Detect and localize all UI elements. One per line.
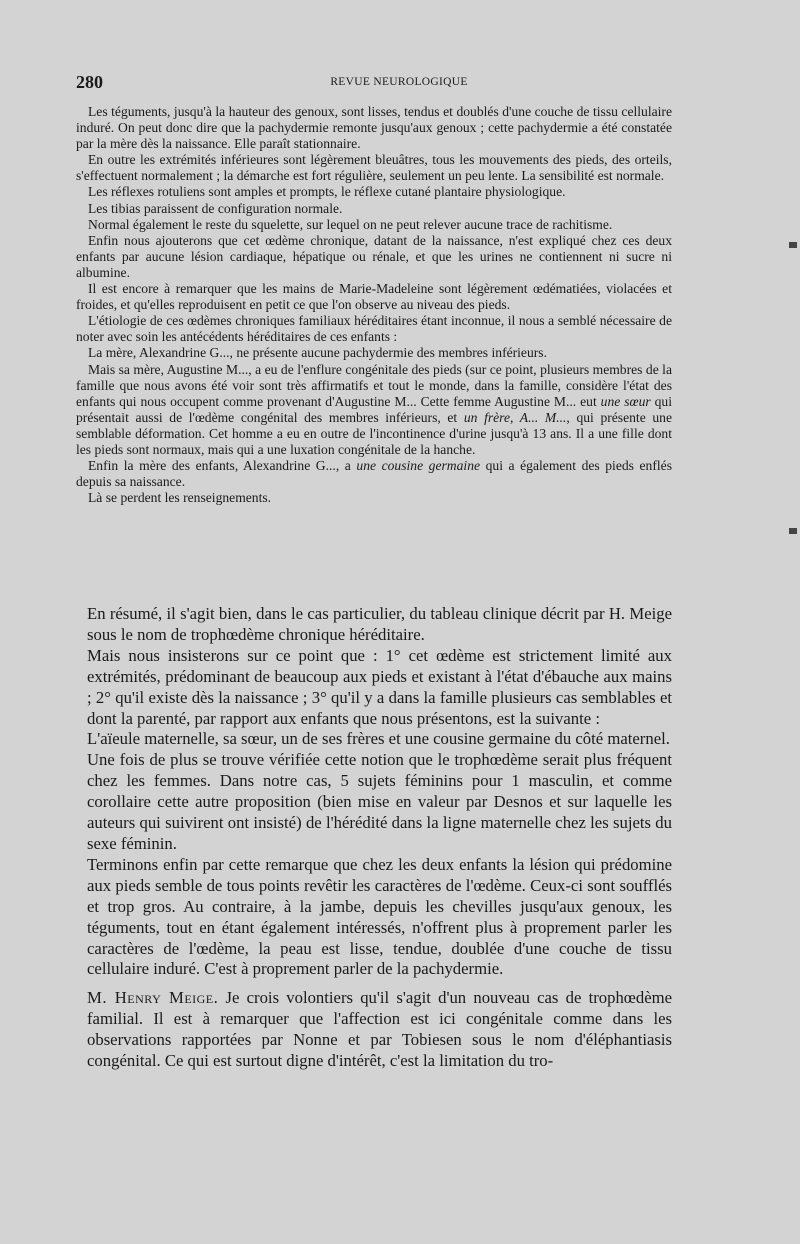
margin-mark xyxy=(789,242,797,248)
case-observation-block xyxy=(76,104,672,506)
paragraph: Normal également le reste du squelette, sur lequel on ne peut relever aucune trace de rachitisme. xyxy=(88,216,613,232)
paragraph: Là se perdent les renseignements. xyxy=(88,490,272,506)
paragraph: En outre les extrémités inférieures sont légèrement bleuâtres, tous les mouvements des pieds, des orteils, s'effectuent normalement ; la démarche est fort régulière, seulement un peu lente. La sensibilité est normale. xyxy=(76,152,672,184)
paragraph: En résumé, il s'agit bien, dans le cas particulier, du tableau clinique décrit par H. Meige sous le nom de trophœdème chronique héréditaire. xyxy=(87,604,672,644)
text-run: , qui présente une semblable déformation. Cet homme a eu en outre de l'incontinence d'urine jusqu'à 13 ans. Il a une fille dont les pieds sont normaux, mais qui a une luxation congénitale de la hanche. xyxy=(76,409,672,457)
summary-block xyxy=(87,604,672,1072)
paragraph: La mère, Alexandrine G..., ne présente aucune pachydermie des membres inférieurs. xyxy=(88,345,547,361)
italic-run: un frère, A... M... xyxy=(463,409,567,425)
discussion-paragraph xyxy=(87,988,672,1072)
paragraph: Enfin nous ajouterons que cet œdème chronique, datant de la naissance, n'est expliqué chez ces deux enfants par aucune lésion cardiaque, hépatique ou rénale, et que les urines ne contiennent ni sucre ni albumine. xyxy=(76,232,672,280)
speaker-name: M. Henry Meige. xyxy=(87,988,219,1008)
text-run: Mais sa mère, Augustine M..., a eu de l'enflure congénitale des pieds (sur ce point, plusieurs membres de la famille que nous avons été voir sont très affirmatifs et tout le monde, dans la famille, considère l'état des enfants qui nous occupent comme provenant d'Augustine M... Cette femme Augustine M... eut xyxy=(76,361,672,409)
italic-run: une cousine germaine xyxy=(356,458,481,474)
paragraph: Mais nous insisterons sur ce point que : 1° cet œdème est strictement limité aux extrémités, prédominant de beaucoup aux pieds et existant à l'état d'ébauche aux mains ; 2° qu'il existe dès la naissance ; 3° qu'il y a dans la famille plusieurs cas semblables et dont la parenté, par rapport aux enfants que nous présentons, est la suivante : xyxy=(87,645,672,728)
paragraph-cousin xyxy=(76,458,672,490)
paragraph-heredity xyxy=(76,362,672,459)
paragraph: Les tibias paraissent de configuration normale. xyxy=(88,200,343,216)
text-run: qui présentait aussi de l'œdème congénital des membres inférieurs, et xyxy=(76,393,672,425)
margin-mark xyxy=(789,528,797,534)
paragraph: Une fois de plus se trouve vérifiée cette notion que le trophœdème serait plus fréquent chez les femmes. Dans notre cas, 5 sujets féminins pour 1 masculin, et comme corollaire cette autre proposition (bien mise en valeur par Desnos et sur laquelle les auteurs qui suivirent ont insisté) de l'hérédité dans la ligne maternelle chez les sujets du sexe féminin. xyxy=(87,750,672,853)
paragraph: Les téguments, jusqu'à la hauteur des genoux, sont lisses, tendus et doublés d'une couche de tissu cellulaire induré. On peut donc dire que la pachydermie remonte jusqu'aux genoux ; cette pachydermie a été constatée par la mère dès la naissance. Elle paraît stationnaire. xyxy=(76,104,672,152)
paragraph: L'étiologie de ces œdèmes chroniques familiaux héréditaires étant inconnue, il nous a semblé nécessaire de noter avec soin les antécédents héréditaires de ces enfants : xyxy=(76,313,672,345)
running-title: REVUE NEUROLOGIQUE xyxy=(330,76,468,88)
paragraph: Terminons enfin par cette remarque que chez les deux enfants la lésion qui prédomine aux pieds semble de tous points revêtir les caractères de l'œdème. Ceux-ci sont soufflés et trop gros. Au contraire, à la jambe, depuis les chevilles jusqu'aux genoux, les téguments, tout en étant également intéressés, n'offrent plus à proprement parler les caractères de l'œdème, la peau est lisse, tendue, doublée d'une couche de tissu cellulaire induré. C'est à proprement parler de la pachydermie. xyxy=(87,854,672,979)
page-header xyxy=(76,72,722,92)
paragraph: L'aïeule maternelle, sa sœur, un de ses frères et une cousine germaine du côté maternel. xyxy=(87,729,670,749)
discussion-text: Je crois volontiers qu'il s'agit d'un nouveau cas de trophœdème familial. Il est à remarquer que l'affection est ici congénitale comme dans les observations rapportées par Nonne et par Tobiesen sous le nom d'éléphantiasis congénital. Ce qui est surtout digne d'intérêt, c'est la limitation du tro- xyxy=(87,988,672,1071)
paragraph: Il est encore à remarquer que les mains de Marie-Madeleine sont légèrement œdématiées, violacées et froides, et qu'elles reproduisent en petit ce que l'on observe au niveau des pieds. xyxy=(76,281,672,313)
italic-run: une sœur xyxy=(600,393,651,409)
page-number: 280 xyxy=(76,72,103,92)
text-run: Enfin la mère des enfants, Alexandrine G..., a xyxy=(88,458,357,474)
paragraph: Les réflexes rotuliens sont amples et prompts, le réflexe cutané plantaire physiologique. xyxy=(88,184,566,200)
text-run: qui a également des pieds enflés depuis sa naissance. xyxy=(76,458,672,490)
